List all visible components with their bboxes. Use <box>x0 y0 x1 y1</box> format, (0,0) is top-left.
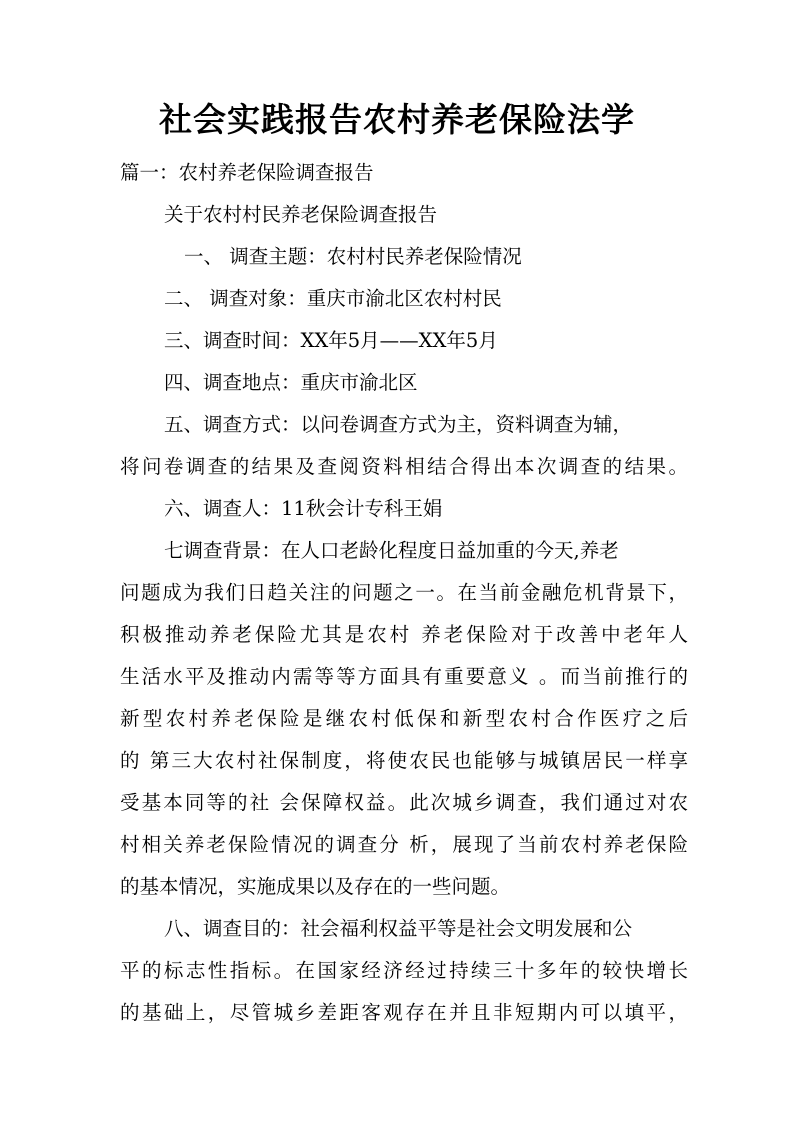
item-survey-location: 四、调查地点：重庆市渝北区 <box>164 371 418 394</box>
background-line: 受基本同等的社 会保障权益。此次城乡调查，我们通过对农 <box>120 791 688 814</box>
background-line: 新型农村养老保险是继农村低保和新型农村合作医疗之后 <box>120 707 688 730</box>
background-line: 的 第三大农村社保制度，将使农民也能够与城镇居民一样享 <box>120 749 688 772</box>
document-title: 社会实践报告农村养老保险法学 <box>159 100 635 139</box>
purpose-line: 的基础上，尽管城乡差距客观存在并且非短期内可以填平， <box>120 1001 688 1024</box>
item-survey-time: 三、调查时间：XX年5月——XX年5月 <box>164 329 498 352</box>
purpose-line: 八、调查目的：社会福利权益平等是社会文明发展和公 <box>164 917 633 940</box>
background-line: 的基本情况，实施成果以及存在的一些问题。 <box>120 875 511 898</box>
background-line: 生活水平及推动内需等等方面具有重要意义 。而当前推行的 <box>120 665 688 688</box>
background-line: 积极推动养老保险尤其是农村 养老保险对于改善中老年人 <box>120 623 688 646</box>
item-surveyor: 六、调查人：11秋会计专科王娟 <box>164 497 443 520</box>
background-line: 七调查背景：在人口老龄化程度日益加重的今天,养老 <box>164 539 619 562</box>
purpose-line: 平的标志性指标。在国家经济经过持续三十多年的较快增长 <box>120 959 688 982</box>
report-title: 关于农村村民养老保险调查报告 <box>164 203 438 226</box>
item-survey-method-line1: 五、调查方式：以问卷调查方式为主，资料调查为辅， <box>164 413 633 436</box>
background-line: 问题成为我们日趋关注的问题之一。在当前金融危机背景下， <box>120 581 688 604</box>
item-survey-method-line2: 将问卷调查的结果及查阅资料相结合得出本次调查的结果。 <box>120 455 688 478</box>
item-survey-topic: 一、 调查主题：农村村民养老保险情况 <box>184 245 522 268</box>
background-line: 村相关养老保险情况的调查分 析，展现了当前农村养老保险 <box>120 833 688 856</box>
section-heading: 篇一：农村养老保险调查报告 <box>120 161 374 184</box>
item-survey-object: 二、 调查对象：重庆市渝北区农村村民 <box>164 287 502 310</box>
